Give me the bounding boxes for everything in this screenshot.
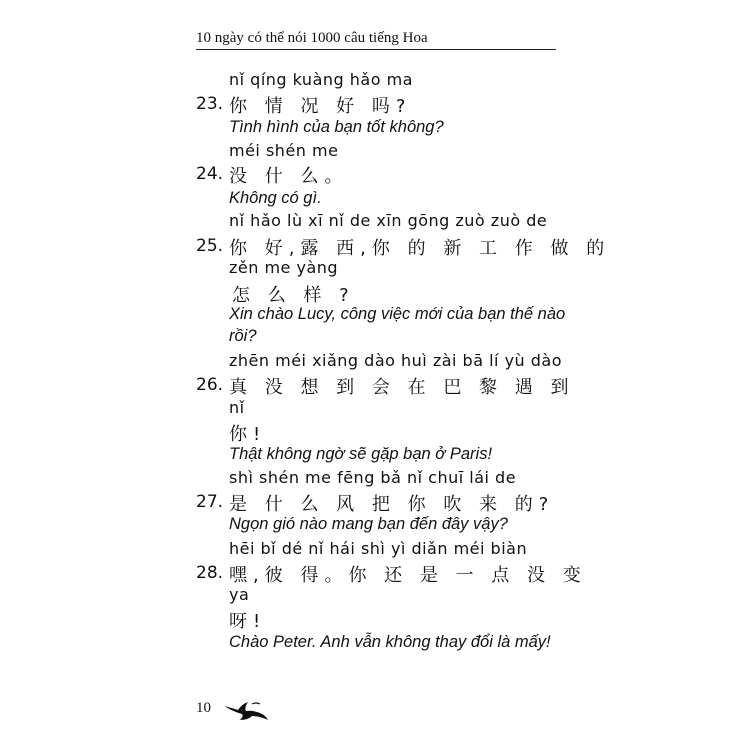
pinyin-line: zhēn méi xiǎng dào huì zài bā lí yù dào — [229, 351, 563, 370]
page-number: 10 — [196, 700, 211, 716]
vietnamese-translation: Thật không ngờ sẽ gặp bạn ở Paris! — [229, 445, 493, 463]
vietnamese-translation: Tình hình của bạn tốt không? — [229, 118, 444, 136]
chinese-line: 你 情 况 好 吗? — [229, 96, 412, 117]
chinese-line: 真 没 想 到 会 在 巴 黎 遇 到 — [229, 377, 575, 398]
bird-ornament-icon — [222, 698, 270, 722]
pinyin-line: hēi bǐ dé nǐ hái shì yì diǎn méi biàn — [229, 539, 528, 558]
chinese-line: 你 好,露 西,你 的 新 工 作 做 的 — [229, 238, 611, 259]
vietnamese-translation: Không có gì. — [229, 189, 322, 207]
vietnamese-translation: Xin chào Lucy, công việc mới của bạn thế nào — [229, 305, 566, 323]
pinyin-line: shì shén me fēng bǎ nǐ chuī lái de — [229, 468, 517, 487]
chinese-line: 你! — [229, 424, 267, 445]
item-number: 28. — [196, 563, 224, 583]
chinese-line: 没 什 么。 — [229, 166, 349, 187]
item-number: 23. — [196, 94, 224, 114]
chinese-line: 嘿,彼 得。你 还 是 一 点 没 变 — [229, 565, 587, 586]
pinyin-line: nǐ — [229, 398, 245, 417]
vietnamese-translation: Ngọn gió nào mang bạn đến đây vậy? — [229, 515, 508, 533]
chinese-line: 是 什 么 风 把 你 吹 来 的? — [229, 494, 555, 515]
pinyin-line: nǐ qíng kuàng hǎo ma — [229, 70, 413, 89]
pinyin-line: zěn me yàng — [229, 258, 339, 277]
pinyin-line: méi shén me — [229, 141, 339, 160]
item-number: 24. — [196, 164, 224, 184]
item-number: 27. — [196, 492, 224, 512]
pinyin-line: ya — [229, 585, 250, 604]
pinyin-line: nǐ hǎo lù xī nǐ de xīn gōng zuò zuò de — [229, 211, 548, 230]
chinese-line: 怎 么 样 ? — [232, 285, 355, 306]
vietnamese-translation-continued: rồi? — [229, 327, 257, 345]
chinese-line: 呀! — [229, 611, 267, 632]
item-number: 25. — [196, 236, 224, 256]
running-header: 10 ngày có thể nói 1000 câu tiếng Hoa — [196, 30, 556, 50]
item-number: 26. — [196, 375, 224, 395]
vietnamese-translation: Chào Peter. Anh vẫn không thay đổi là mấy! — [229, 633, 551, 651]
